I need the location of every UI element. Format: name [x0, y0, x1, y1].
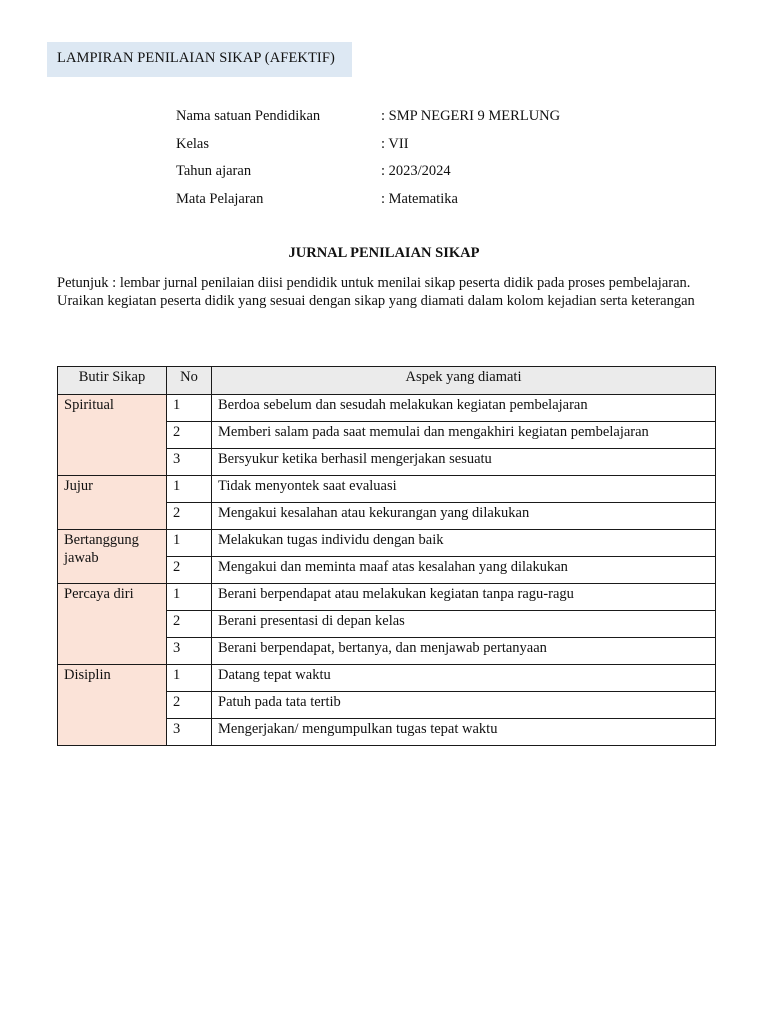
table-row	[58, 530, 716, 557]
row-number: 2	[167, 692, 212, 719]
aspect-text: Memberi salam pada saat memulai dan mengakhiri kegiatan pembelajaran	[212, 422, 716, 449]
aspect-text: Berani berpendapat, bertanya, dan menjawab pertanyaan	[212, 638, 716, 665]
row-number: 3	[167, 449, 212, 476]
table-row	[58, 665, 716, 692]
row-number: 1	[167, 530, 212, 557]
butir-disiplin: Disiplin	[58, 665, 167, 746]
info-label: Mata Pelajaran	[176, 190, 264, 207]
aspect-text: Tidak menyontek saat evaluasi	[212, 476, 716, 503]
row-number: 3	[167, 638, 212, 665]
row-number: 1	[167, 584, 212, 611]
row-number: 1	[167, 476, 212, 503]
attitude-table	[57, 366, 716, 746]
table-row	[58, 395, 716, 422]
row-number: 2	[167, 611, 212, 638]
aspect-text: Mengakui dan meminta maaf atas kesalahan yang dilakukan	[212, 557, 716, 584]
aspect-text: Berani presentasi di depan kelas	[212, 611, 716, 638]
info-label: Nama satuan Pendidikan	[176, 108, 321, 124]
table-header-row	[58, 367, 716, 395]
info-value: : 2023/2024	[381, 163, 451, 179]
butir-bertanggung-jawab: Bertanggung jawab	[58, 530, 167, 584]
lampiran-title: LAMPIRAN PENILAIAN SIKAP (AFEKTIF)	[47, 42, 352, 77]
butir-spiritual: Spiritual	[58, 395, 167, 476]
row-number: 1	[167, 395, 212, 422]
info-label: Kelas	[176, 135, 210, 152]
info-label: Tahun ajaran	[176, 163, 252, 179]
table-row	[58, 476, 716, 503]
header-aspek: Aspek yang diamati	[212, 367, 716, 395]
header-butir-sikap: Butir Sikap	[58, 367, 167, 395]
aspect-text: Datang tepat waktu	[212, 665, 716, 692]
aspect-text: Berdoa sebelum dan sesudah melakukan kegiatan pembelajaran	[212, 395, 716, 422]
info-value: : VII	[381, 135, 409, 152]
header-no: No	[167, 367, 212, 395]
row-number: 1	[167, 665, 212, 692]
row-number: 2	[167, 422, 212, 449]
butir-percaya-diri: Percaya diri	[58, 584, 167, 665]
row-number: 2	[167, 557, 212, 584]
aspect-text: Bersyukur ketika berhasil mengerjakan sesuatu	[212, 449, 716, 476]
table-row	[58, 584, 716, 611]
aspect-text: Melakukan tugas individu dengan baik	[212, 530, 716, 557]
aspect-text: Mengerjakan/ mengumpulkan tugas tepat waktu	[212, 719, 716, 746]
info-value: : SMP NEGERI 9 MERLUNG	[381, 108, 561, 124]
aspect-text: Patuh pada tata tertib	[212, 692, 716, 719]
aspect-text: Berani berpendapat atau melakukan kegiatan tanpa ragu-ragu	[212, 584, 716, 611]
row-number: 3	[167, 719, 212, 746]
aspect-text: Mengakui kesalahan atau kekurangan yang dilakukan	[212, 503, 716, 530]
info-value: : Matematika	[381, 190, 458, 207]
row-number: 2	[167, 503, 212, 530]
instructions-paragraph: Petunjuk : lembar jurnal penilaian diisi pendidik untuk menilai sikap peserta didik pada proses pembelajaran. Uraikan kegiatan peserta didik yang sesuai dengan sikap yang diamati dalam kolom kejadian serta keterangan	[57, 275, 695, 309]
journal-title: JURNAL PENILAIAN SIKAP	[288, 245, 480, 261]
butir-jujur: Jujur	[58, 476, 167, 530]
